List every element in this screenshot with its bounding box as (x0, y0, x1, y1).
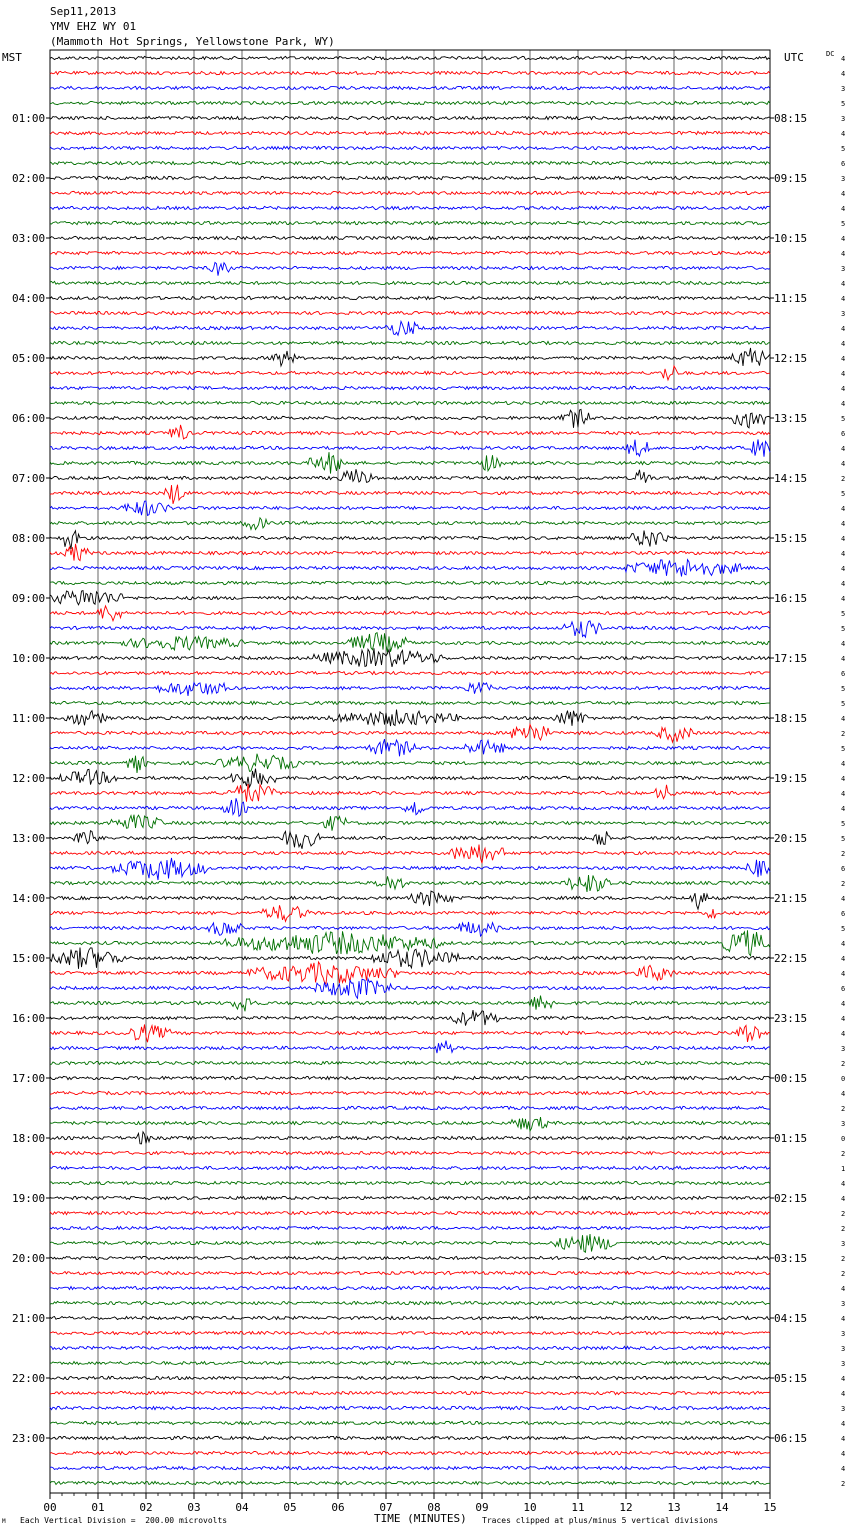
dc-offset-label: 4 (841, 1450, 846, 1458)
x-axis-tick-label: 03 (187, 1501, 201, 1514)
dc-offset-label: 2 (841, 1480, 846, 1488)
trace-row (50, 251, 770, 254)
trace-row (50, 1196, 770, 1199)
trace-row (50, 1234, 770, 1252)
dc-offset-label: 3 (841, 1300, 846, 1308)
left-hour-label: 21:00 (12, 1312, 46, 1325)
right-hour-label: 09:15 (774, 172, 808, 185)
dc-offset-label: 4 (841, 535, 846, 543)
trace-row (50, 131, 770, 134)
x-axis-tick-label: 13 (667, 1501, 681, 1514)
left-hour-label: 16:00 (12, 1012, 46, 1025)
dc-offset-label: 4 (841, 1375, 846, 1383)
trace-row (50, 386, 770, 389)
trace-row (50, 815, 770, 831)
right-hour-label: 21:15 (774, 892, 808, 905)
trace-row (50, 891, 770, 909)
right-hour-label: 11:15 (774, 292, 808, 305)
station-label: YMV EHZ WY 01 (50, 20, 137, 33)
trace-row (50, 905, 770, 921)
clip-note: Traces clipped at plus/minus 5 vertical divisions (482, 1516, 719, 1525)
dc-offset-label: 5 (841, 925, 846, 933)
left-hour-label: 20:00 (12, 1252, 46, 1265)
dc-offset-label: 4 (841, 970, 846, 978)
trace-row (50, 401, 770, 404)
x-axis-tick-label: 11 (571, 1501, 585, 1514)
dc-offset-label: 3 (841, 1240, 846, 1248)
trace-row (50, 469, 770, 483)
trace-row (50, 1271, 770, 1274)
trace-row (50, 262, 770, 275)
dc-offset-label: 4 (841, 55, 846, 63)
trace-row (50, 1391, 770, 1394)
x-axis-tick-label: 14 (715, 1501, 729, 1514)
dc-offset-label: 4 (841, 760, 846, 768)
trace-row (50, 221, 770, 224)
trace-row (50, 341, 770, 344)
location-label: (Mammoth Hot Springs, Yellowstone Park, WY) (50, 35, 335, 48)
dc-offset-label: 4 (841, 1315, 846, 1323)
x-axis-tick-label: 00 (43, 1501, 57, 1514)
trace-row (50, 798, 770, 816)
trace-row (50, 86, 770, 89)
dc-offset-label: 4 (841, 640, 846, 648)
right-hour-label: 03:15 (774, 1252, 808, 1265)
dc-offset-label: 2 (841, 1225, 846, 1233)
trace-row (50, 560, 770, 577)
dc-offset-label: 5 (841, 145, 846, 153)
dc-offset-label: 2 (841, 1150, 846, 1158)
left-hour-label: 02:00 (12, 172, 46, 185)
dc-offset-label: 2 (841, 1270, 846, 1278)
dc-offset-label: 4 (841, 70, 846, 78)
left-hour-label: 09:00 (12, 592, 46, 605)
dc-offset-label: 0 (841, 1075, 846, 1083)
trace-row (50, 1091, 770, 1094)
trace-row (50, 518, 770, 530)
right-hour-label: 01:15 (774, 1132, 808, 1145)
left-hour-label: 08:00 (12, 532, 46, 545)
trace-row (50, 544, 770, 561)
trace-row (50, 1117, 770, 1131)
dc-offset-label: 5 (841, 610, 846, 618)
footer-mark: M (2, 1518, 6, 1525)
left-hour-label: 04:00 (12, 292, 46, 305)
trace-row (50, 1421, 770, 1424)
trace-row (50, 348, 770, 366)
dc-offset-label: 4 (841, 1390, 846, 1398)
dc-offset-label: 5 (841, 415, 846, 423)
trace-row (50, 724, 770, 742)
dc-offset-label: 5 (841, 835, 846, 843)
trace-row (50, 1076, 770, 1079)
trace-row (50, 1061, 770, 1064)
right-hour-label: 15:15 (774, 532, 808, 545)
dc-offset-label: 2 (841, 730, 846, 738)
dc-offset-label: 4 (841, 295, 846, 303)
x-axis-tick-label: 06 (331, 1501, 345, 1514)
dc-offset-label: 6 (841, 160, 846, 168)
dc-offset-label: 4 (841, 1420, 846, 1428)
left-hour-label: 14:00 (12, 892, 46, 905)
dc-offset-label: 4 (841, 895, 846, 903)
trace-row (50, 1286, 770, 1289)
left-hour-label: 05:00 (12, 352, 46, 365)
dc-offset-label: 4 (841, 400, 846, 408)
dc-offset-label: 3 (841, 1360, 846, 1368)
dc-offset-label: 5 (841, 100, 846, 108)
trace-row (50, 1132, 770, 1144)
right-hour-label: 23:15 (774, 1012, 808, 1025)
dc-offset-label: 5 (841, 625, 846, 633)
trace-row (50, 979, 770, 998)
dc-offset-label: 6 (841, 985, 846, 993)
trace-row (50, 648, 770, 667)
trace-row (50, 1331, 770, 1334)
trace-row (50, 1151, 770, 1154)
right-hour-label: 17:15 (774, 652, 808, 665)
trace-row (50, 633, 770, 653)
right-hour-label: 20:15 (774, 832, 808, 845)
dc-offset-label: 2 (841, 1255, 846, 1263)
dc-offset-label: 3 (841, 1345, 846, 1353)
dc-offset-label: 4 (841, 940, 846, 948)
dc-offset-label: 3 (841, 1405, 846, 1413)
trace-row (50, 948, 770, 969)
right-hour-label: 06:15 (774, 1432, 808, 1445)
trace-row (50, 1166, 770, 1169)
trace-row (50, 739, 770, 756)
left-hour-label: 22:00 (12, 1372, 46, 1385)
x-axis-tick-label: 15 (763, 1501, 777, 1514)
dc-offset-label: 4 (841, 565, 846, 573)
trace-row (50, 321, 770, 335)
trace-row (50, 452, 770, 473)
dc-offset-label: 4 (841, 955, 846, 963)
left-hour-label: 17:00 (12, 1072, 46, 1085)
dc-offset-label: 2 (841, 1210, 846, 1218)
dc-offset-label: 0 (841, 1135, 846, 1143)
trace-row (50, 1211, 770, 1214)
trace-row (50, 831, 770, 849)
trace-row (50, 191, 770, 194)
dc-offset-label: 5 (841, 745, 846, 753)
trace-row (50, 1361, 770, 1364)
scale-note: Each Vertical Division = 200.00 microvolts (20, 1516, 228, 1525)
left-hour-label: 23:00 (12, 1432, 46, 1445)
left-hour-label: 12:00 (12, 772, 46, 785)
trace-row (50, 206, 770, 209)
trace-row (50, 1376, 770, 1379)
trace-row (50, 784, 770, 802)
dc-offset-label: 4 (841, 790, 846, 798)
dc-offset-label: 4 (841, 250, 846, 258)
right-hour-label: 14:15 (774, 472, 808, 485)
trace-row (50, 1301, 770, 1304)
left-hour-label: 11:00 (12, 712, 46, 725)
dc-offset-label: 5 (841, 820, 846, 828)
dc-offset-label: 4 (841, 1435, 846, 1443)
trace-row (50, 1106, 770, 1109)
right-hour-label: 12:15 (774, 352, 808, 365)
dc-offset-label: 3 (841, 265, 846, 273)
dc-offset-label: 4 (841, 715, 846, 723)
right-hour-label: 02:15 (774, 1192, 808, 1205)
left-hour-label: 10:00 (12, 652, 46, 665)
dc-offset-label: 4 (841, 1180, 846, 1188)
trace-row (50, 845, 770, 864)
dc-offset-label: 4 (841, 1465, 846, 1473)
dc-offset-label: 4 (841, 325, 846, 333)
trace-row (50, 485, 770, 504)
left-hour-label: 06:00 (12, 412, 46, 425)
trace-row (50, 1346, 770, 1349)
dc-offset-label: 6 (841, 910, 846, 918)
right-hour-label: 16:15 (774, 592, 808, 605)
date-label: Sep11,2013 (50, 5, 117, 18)
dc-offset-label: 3 (841, 1330, 846, 1338)
trace-row (50, 1024, 770, 1042)
x-axis-tick-label: 10 (523, 1501, 537, 1514)
dc-offset-label: 1 (841, 1165, 846, 1173)
trace-row (50, 858, 770, 880)
trace-row (50, 1226, 770, 1229)
trace-row (50, 1451, 770, 1454)
left-hour-label: 18:00 (12, 1132, 46, 1145)
dc-offset-label: 3 (841, 1120, 846, 1128)
trace-row (50, 1436, 770, 1439)
trace-row (50, 501, 770, 515)
x-axis-tick-label: 04 (235, 1501, 249, 1514)
trace-row (50, 606, 770, 621)
trace-row (50, 146, 770, 149)
dc-offset-label: 5 (841, 220, 846, 228)
dc-offset-label: 2 (841, 1060, 846, 1068)
dc-offset-label: 5 (841, 685, 846, 693)
dc-offset-label: 4 (841, 775, 846, 783)
dc-offset-label: 3 (841, 175, 846, 183)
dc-offset-label: 2 (841, 475, 846, 483)
trace-row (50, 1041, 770, 1054)
dc-offset-label: 4 (841, 280, 846, 288)
trace-row (50, 754, 770, 773)
right-hour-label: 05:15 (774, 1372, 808, 1385)
dc-offset-label: 4 (841, 205, 846, 213)
dc-label: DC (826, 50, 835, 58)
trace-row (50, 581, 770, 584)
dc-offset-label: 4 (841, 460, 846, 468)
right-hour-label: 19:15 (774, 772, 808, 785)
trace-row (50, 1181, 770, 1184)
dc-offset-label: 4 (841, 355, 846, 363)
trace-row (50, 161, 770, 164)
left-hour-label: 01:00 (12, 112, 46, 125)
trace-row (50, 409, 770, 427)
trace-row (50, 1316, 770, 1319)
trace-row (50, 71, 770, 74)
dc-offset-label: 4 (841, 1285, 846, 1293)
dc-offset-label: 4 (841, 1030, 846, 1038)
right-hour-label: 04:15 (774, 1312, 808, 1325)
x-axis-tick-label: 08 (427, 1501, 441, 1514)
dc-offset-label: 4 (841, 655, 846, 663)
left-hour-label: 13:00 (12, 832, 46, 845)
right-hour-label: 00:15 (774, 1072, 808, 1085)
dc-offset-label: 5 (841, 490, 846, 498)
dc-offset-label: 4 (841, 1090, 846, 1098)
trace-row (50, 671, 770, 674)
left-hour-label: 19:00 (12, 1192, 46, 1205)
trace-row (50, 1481, 770, 1484)
trace-row (50, 591, 770, 605)
dc-offset-label: 2 (841, 850, 846, 858)
trace-row (50, 236, 770, 239)
dc-offset-label: 3 (841, 310, 846, 318)
x-axis-tick-label: 02 (139, 1501, 153, 1514)
left-hour-label: 03:00 (12, 232, 46, 245)
right-hour-label: 10:15 (774, 232, 808, 245)
left-hour-label: 15:00 (12, 952, 46, 965)
dc-offset-label: 6 (841, 670, 846, 678)
dc-offset-label: 5 (841, 700, 846, 708)
trace-row (50, 101, 770, 104)
dc-offset-label: 4 (841, 1015, 846, 1023)
trace-row (50, 116, 770, 119)
trace-row (50, 701, 770, 704)
left-hour-label: 07:00 (12, 472, 46, 485)
x-axis-tick-label: 01 (91, 1501, 105, 1514)
dc-offset-label: 4 (841, 805, 846, 813)
dc-offset-label: 4 (841, 130, 846, 138)
right-hour-label: 13:15 (774, 412, 808, 425)
dc-offset-label: 2 (841, 880, 846, 888)
dc-offset-label: 2 (841, 1105, 846, 1113)
dc-offset-label: 3 (841, 1045, 846, 1053)
right-hour-label: 22:15 (774, 952, 808, 965)
right-axis-title: UTC (784, 51, 804, 64)
x-axis-tick-label: 09 (475, 1501, 489, 1514)
trace-row (50, 930, 770, 955)
trace-row (50, 366, 770, 380)
x-axis-tick-label: 12 (619, 1501, 633, 1514)
trace-row (50, 1466, 770, 1469)
trace-row (50, 922, 770, 936)
trace-row (50, 769, 770, 788)
dc-offset-label: 6 (841, 430, 846, 438)
dc-offset-label: 6 (841, 865, 846, 873)
trace-row (50, 1406, 770, 1409)
trace-row (50, 996, 770, 1012)
trace-row (50, 621, 770, 637)
dc-offset-label: 4 (841, 340, 846, 348)
left-axis-title: MST (2, 51, 22, 64)
trace-row (50, 682, 770, 696)
dc-offset-label: 4 (841, 190, 846, 198)
dc-offset-label: 4 (841, 1195, 846, 1203)
dc-offset-label: 4 (841, 595, 846, 603)
trace-row (50, 710, 770, 727)
dc-offset-label: 4 (841, 235, 846, 243)
trace-row (50, 1010, 770, 1026)
trace-row (50, 425, 770, 439)
dc-offset-label: 3 (841, 85, 846, 93)
trace-row (50, 531, 770, 550)
dc-offset-label: 4 (841, 505, 846, 513)
x-axis-tick-label: 05 (283, 1501, 297, 1514)
trace-row (50, 296, 770, 299)
trace-row (50, 281, 770, 284)
dc-offset-label: 4 (841, 1000, 846, 1008)
dc-offset-label: 4 (841, 580, 846, 588)
right-hour-label: 08:15 (774, 112, 808, 125)
dc-offset-label: 4 (841, 370, 846, 378)
dc-offset-label: 4 (841, 445, 846, 453)
right-hour-label: 18:15 (774, 712, 808, 725)
x-axis-tick-label: 07 (379, 1501, 393, 1514)
dc-offset-label: 4 (841, 550, 846, 558)
trace-row (50, 311, 770, 314)
trace-row (50, 176, 770, 179)
trace-row (50, 56, 770, 59)
x-axis-title: TIME (MINUTES) (374, 1512, 467, 1525)
dc-offset-label: 4 (841, 520, 846, 528)
dc-offset-label: 3 (841, 115, 846, 123)
dc-offset-label: 4 (841, 385, 846, 393)
trace-row (50, 1256, 770, 1259)
trace-row (50, 439, 770, 456)
